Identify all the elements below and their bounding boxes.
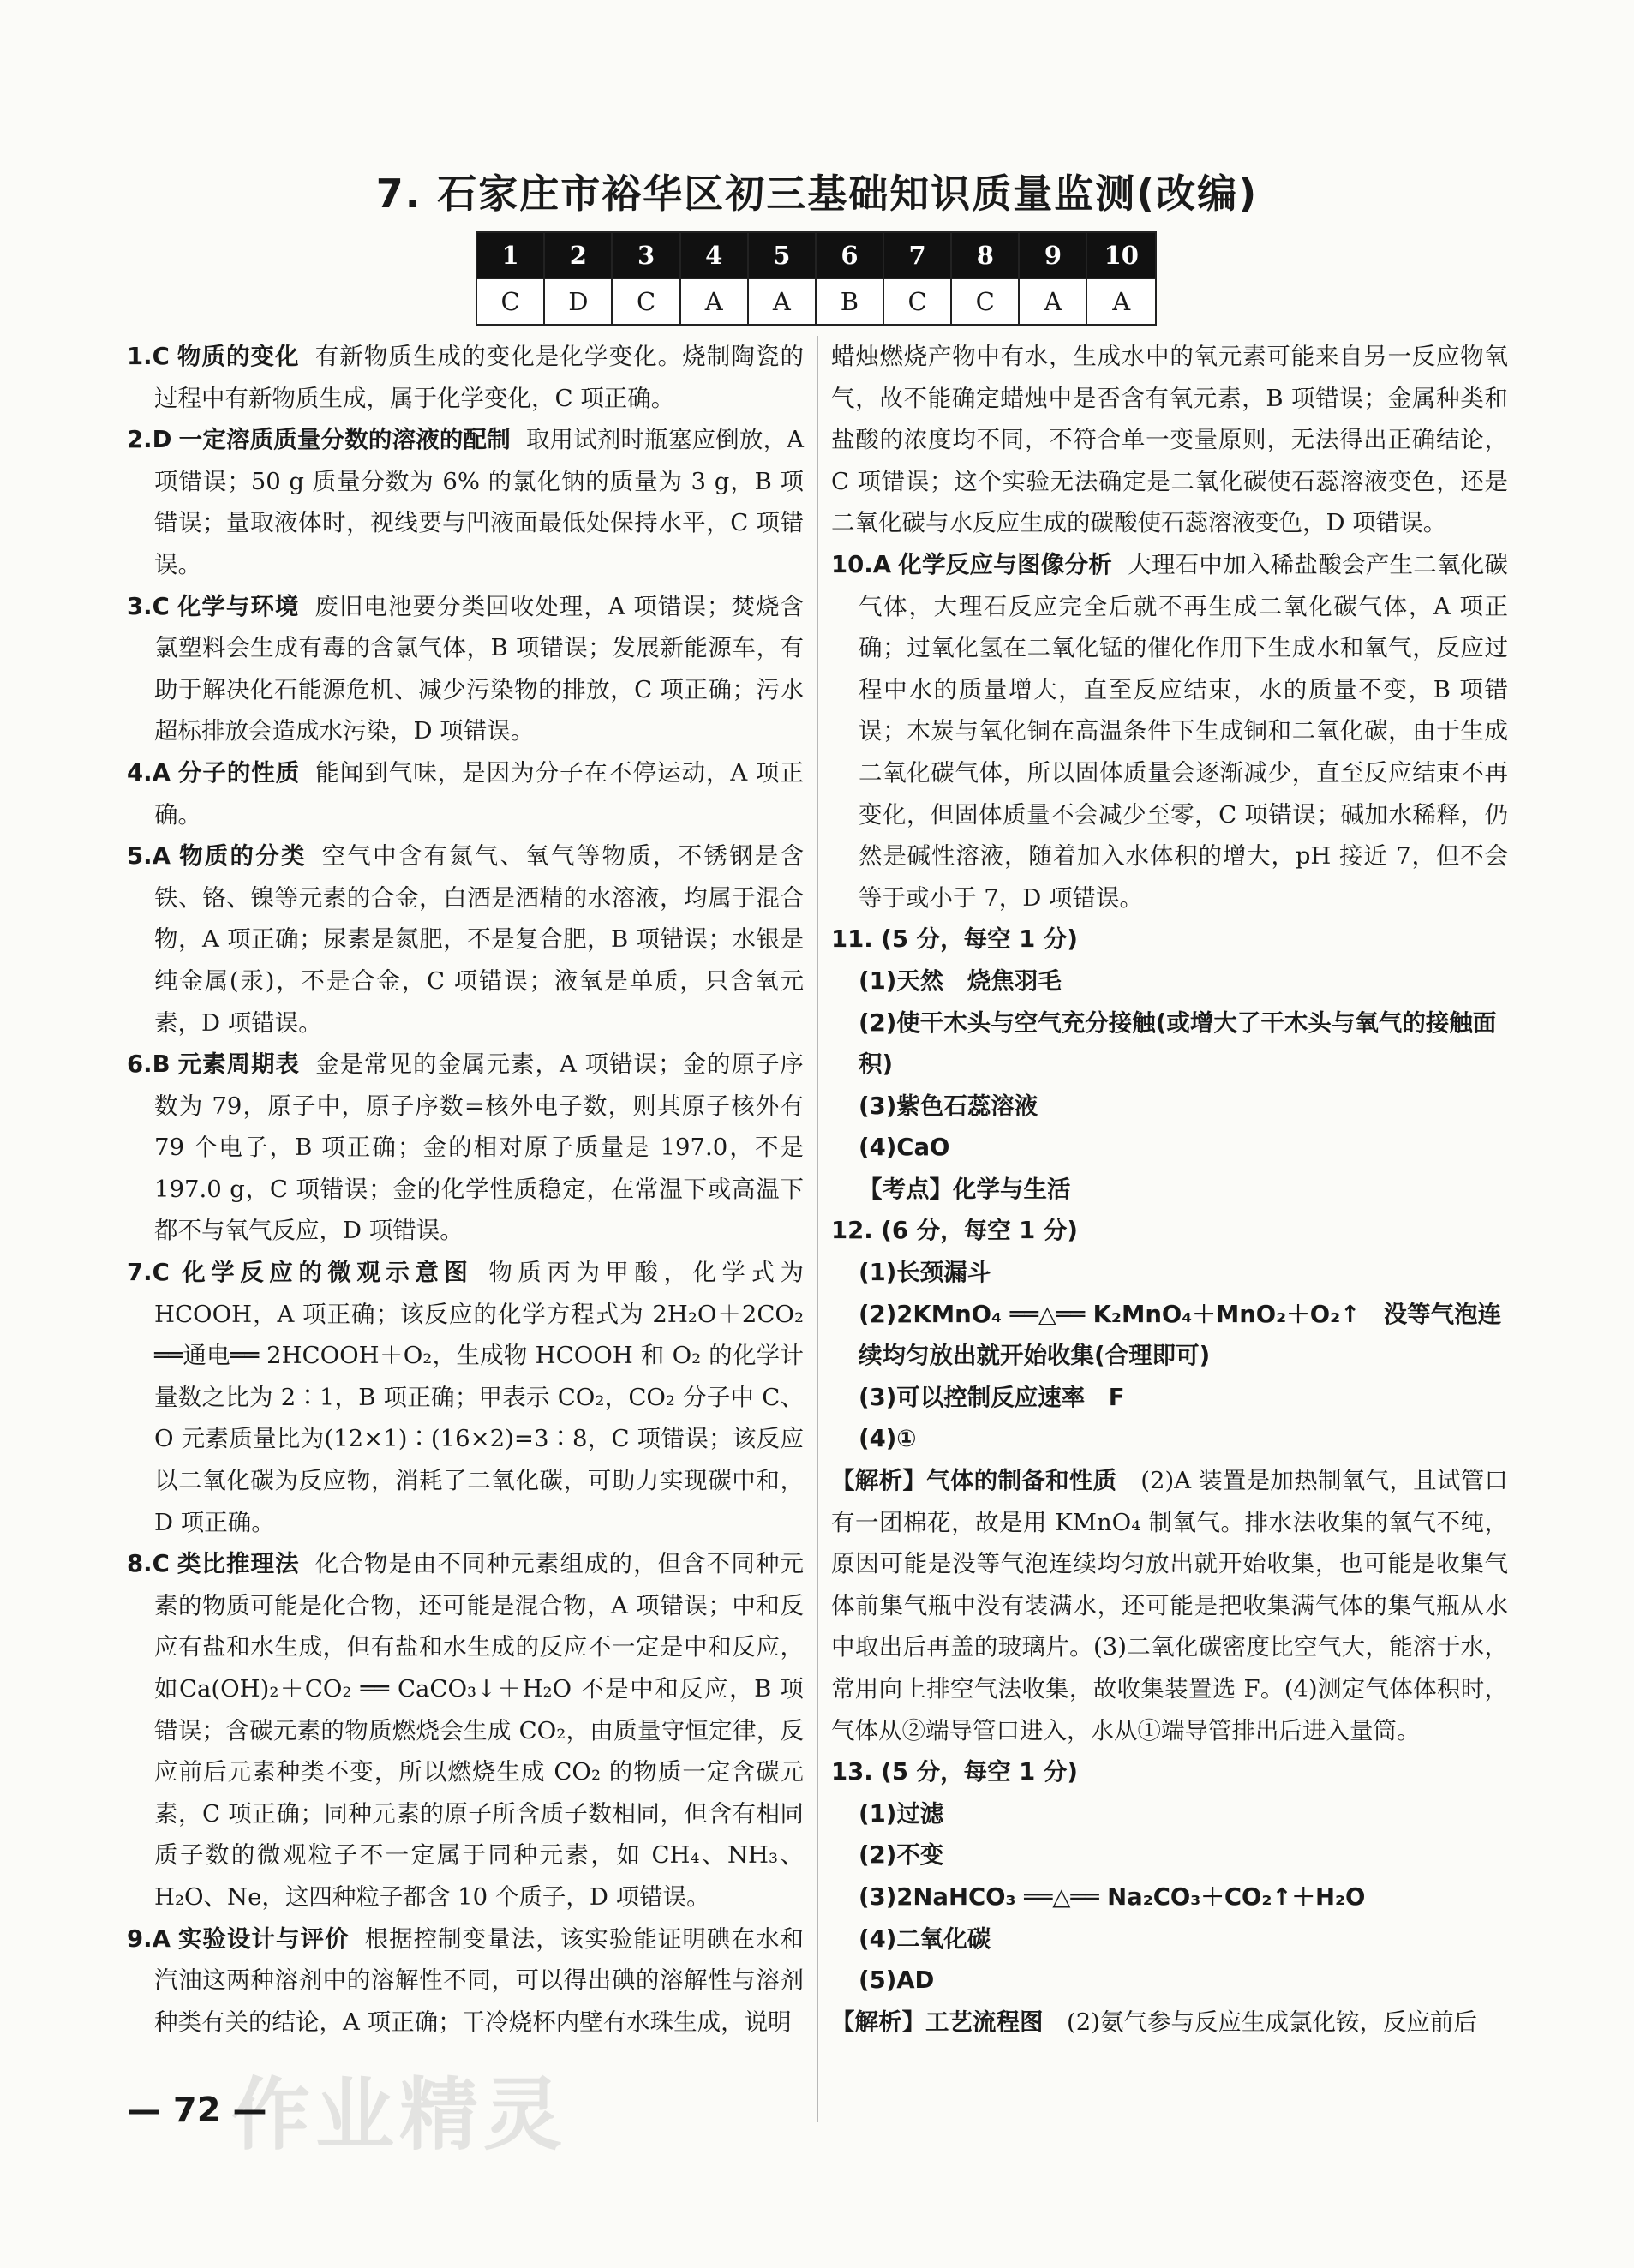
answer-key-number: 4: [680, 232, 748, 278]
analysis-label: 【解析】气体的制备和性质: [831, 1467, 1117, 1495]
item-number: 8.C: [127, 1550, 170, 1578]
q13-heading: 13. (5 分，每空 1 分): [831, 1758, 1078, 1786]
q11-heading: 11. (5 分，每空 1 分): [831, 925, 1078, 954]
answer-key-number: 10: [1086, 232, 1156, 278]
q11-answer-line: (2)使干木头与空气充分接触(或增大了干木头与氧气的接触面积): [859, 1008, 1497, 1079]
answer-item-9: [127, 1918, 804, 2044]
answer-key-letter: A: [1019, 278, 1086, 325]
watermark: 作业精灵: [231, 2069, 568, 2161]
item-number: 6.B: [127, 1050, 171, 1079]
answer-key-letter: C: [612, 278, 679, 325]
item-number: 1.C: [127, 343, 170, 370]
answer-key-letter: C: [476, 278, 544, 325]
item-text: 物质丙为甲酸，化学式为 HCOOH，A 项正确；该反应的化学方程式为 2H₂O＋2CO₂ ══通电══ 2HCOOH＋O₂，生成物 HCOOH 和 O₂ 的化学计量数之比为 2∶1，B 项正确；甲表示 CO₂，CO₂ 分子中 C、O 元素质量比为(12×1)∶(16×2)=3∶8，C 项错误；该反应以二氧化碳为反应物，消耗了二氧化碳，可助力实现碳中和，D 项正确。: [154, 1259, 805, 1536]
analysis-label: 【解析】工艺流程图: [831, 2008, 1044, 2036]
item-text: 废旧电池要分类回收处理，A 项错误；焚烧含氯塑料会生成有毒的含氯气体，B 项错误；发展新能源车，有助于解决化石能源危机、减少污染物的排放，C 项正确；污水超标排放会造成水污染，D 项错误。: [154, 592, 804, 745]
analysis-text: (2)氨气参与反应生成氯化铵，反应前后: [1067, 2008, 1477, 2036]
answer-key-letter: A: [680, 278, 748, 325]
answer-key-number: 1: [476, 232, 544, 278]
item-topic: 化学反应的微观示意图: [176, 1259, 474, 1287]
answer-key-number: 9: [1019, 232, 1086, 278]
item-number: 4.A: [127, 758, 171, 787]
analysis-text: (2)A 装置是加热制氧气，且试管口有一团棉花，故是用 KMnO₄ 制氧气。排水法收集的氧气不纯，原因可能是没等气泡连续均匀放出就开始收集，也可能是收集气体前集气瓶中没有装满水，还可能是把收集满气体的集气瓶从水中取出后再盖的玻璃片。(3)二氧化碳密度比空气大，能溶于水，常用向上排空气法收集，故收集装置选 F。(4)测定气体体积时，气体从②端导管口进入，水从①端导管排出后进入量筒。: [831, 1467, 1509, 1744]
item-topic: 元素周期表: [177, 1050, 301, 1079]
q12-analysis: [831, 1460, 1508, 1751]
q11-exam-point: 【考点】化学与生活: [859, 1175, 1071, 1203]
answer-key-letter: C: [883, 278, 951, 325]
answer-key-numbers-row: [476, 232, 1156, 278]
item-text: 能闻到气味，是因为分子在不停运动，A 项正确。: [154, 758, 804, 829]
item-topic: 实验设计与评价: [177, 1924, 350, 1953]
item-number: 10.A: [831, 550, 891, 578]
answer-key-number: 8: [951, 232, 1019, 278]
answer-key-number: 7: [883, 232, 951, 278]
item-number: 3.C: [127, 592, 170, 620]
answer-key-letter: A: [748, 278, 816, 325]
item-topic: 物质的分类: [177, 842, 307, 871]
item-topic: 物质的变化: [176, 343, 300, 370]
answer-key-letter: A: [1086, 278, 1156, 325]
answer-key-letter: D: [544, 278, 612, 325]
q11-answer-line: (3)紫色石蕊溶液: [859, 1092, 1038, 1120]
q12-answer-line: (2)2KMnO₄ ══△══ K₂MnO₄＋MnO₂＋O₂↑ 没等气泡连续均匀放出就开始收集(合理即可): [859, 1300, 1502, 1370]
q13-answer-line: (5)AD: [859, 1966, 935, 1995]
answer-key-letter: C: [951, 278, 1019, 325]
answer-key-letter: B: [816, 278, 883, 325]
page-number: — 72 —: [127, 2091, 267, 2130]
q12-heading: 12. (6 分，每空 1 分): [831, 1217, 1078, 1245]
answer-key-letters-row: [476, 278, 1156, 325]
item-topic: 一定溶质质量分数的溶液的配制: [178, 426, 511, 454]
item-number: 9.A: [127, 1924, 171, 1953]
answer-key-number: 6: [816, 232, 883, 278]
item-number: 7.C: [127, 1259, 170, 1287]
q12-answer-line: (4)①: [859, 1425, 917, 1453]
q13-analysis: [831, 2002, 1508, 2044]
item-text: 空气中含有氮气、氧气等物质，不锈钢是含铁、铬、镍等元素的合金，白酒是酒精的水溶液，均属于混合物，A 项正确；尿素是氮肥，不是复合肥，B 项错误；水银是纯金属(汞)，不是合金，C 项错误；液氧是单质，只含氧元素，D 项错误。: [154, 842, 804, 1037]
answer-key-number: 2: [544, 232, 612, 278]
answer-item-9-continued: [831, 336, 1508, 544]
answer-item-7: [127, 1252, 804, 1543]
answer-item-8: [127, 1543, 804, 1918]
answer-item-4: [127, 752, 804, 835]
item-text: 根据控制变量法，该实验能证明碘在水和汽油这两种溶剂中的溶解性不同，可以得出碘的溶解性与溶剂种类有关的结论，A 项正确；干冷烧杯内壁有水珠生成，说明: [154, 1924, 805, 2036]
answer-item-5: [127, 835, 804, 1044]
item-number: 5.A: [127, 842, 171, 871]
item-text: 蜡烛燃烧产物中有水，生成水中的氧元素可能来自另一反应物氧气，故不能确定蜡烛中是否含有氧元素，B 项错误；金属种类和盐酸的浓度均不同，不符合单一变量原则，无法得出正确结论，C 项错误；这个实验无法确定是二氧化碳使石蕊溶液变色，还是二氧化碳与水反应生成的碳酸使石蕊溶液变色，D 项错误。: [831, 343, 1508, 537]
item-number: 2.D: [127, 426, 172, 454]
page-title: 7. 石家庄市裕华区初三基础知识质量监测(改编): [375, 171, 1259, 217]
item-text: 取用试剂时瓶塞应倒放，A 项错误；50 g 质量分数为 6% 的氯化钠的质量为 3 g，B 项错误；量取液体时，视线要与凹液面最低处保持水平，C 项错误。: [154, 426, 805, 578]
item-text: 大理石中加入稀盐酸会产生二氧化碳气体，大理石反应完全后就不再生成二氧化碳气体，A 项正确；过氧化氢在二氧化锰的催化作用下生成水和氧气，反应过程中水的质量增大，直至反应结束，水的质量不变，B 项错误；木炭与氧化铜在高温条件下生成铜和二氧化碳，由于生成二氧化碳气体，所以固体质量会逐渐减少，直至反应结束不再变化，但固体质量不会减少至零，C 项错误；碱加水稀释，仍然是碱性溶液，随着加入水体积的增大，pH 接近 7，但不会等于或小于 7，D 项错误。: [859, 550, 1509, 912]
item-text: 化合物是由不同种元素组成的，但含不同种元素的物质可能是化合物，还可能是混合物，A 项错误；中和反应有盐和水生成，但有盐和水生成的反应不一定是中和反应，如Ca(OH)₂＋CO₂ ══ CaCO₃↓＋H₂O 不是中和反应，B 项错误；含碳元素的物质燃烧会生成 CO₂，由质量守恒定律，反应前后元素种类不变，所以燃烧生成 CO₂ 的物质一定含碳元素，C 项正确；同种元素的原子所含质子数相同，但含有相同质子数的微观粒子不一定属于同种元素，如 CH₄、NH₃、H₂O、Ne，这四种粒子都含 10 个质子，D 项错误。: [154, 1550, 805, 1911]
item-topic: 类比推理法: [176, 1550, 300, 1578]
q11-answer-line: (1)天然 烧焦羽毛: [859, 966, 1062, 995]
left-column: [127, 336, 804, 2043]
item-topic: 分子的性质: [177, 758, 301, 787]
q12-answer-line: (1)长颈漏斗: [859, 1259, 991, 1287]
answer-key-table: [476, 231, 1157, 326]
q13-answer-line: (2)不变: [859, 1841, 944, 1870]
answer-key-number: 5: [748, 232, 816, 278]
answer-item-2: [127, 419, 804, 585]
q11-answer-line: (4)CaO: [859, 1134, 950, 1162]
item-text: 金是常见的金属元素，A 项错误；金的原子序数为 79，原子中，原子序数=核外电子数，则其原子核外有 79 个电子，B 项正确；金的相对原子质量是 197.0，不是 197.0 g，C 项错误；金的化学性质稳定，在常温下或高温下都不与氧气反应，D 项错误。: [154, 1050, 804, 1245]
column-divider: [817, 336, 818, 2122]
answer-item-3: [127, 586, 804, 752]
answer-item-1: [127, 336, 804, 419]
q13-answer-line: (3)2NaHCO₃ ══△══ Na₂CO₃＋CO₂↑＋H₂O: [859, 1882, 1366, 1911]
right-column: [831, 336, 1508, 2043]
answer-item-6: [127, 1044, 804, 1252]
item-text: 有新物质生成的变化是化学变化。烧制陶瓷的过程中有新物质生成，属于化学变化，C 项正确。: [154, 343, 805, 412]
item-topic: 化学与环境: [176, 592, 300, 620]
answer-key-number: 3: [612, 232, 679, 278]
q13-answer-line: (1)过滤: [859, 1799, 944, 1828]
q13-answer-line: (4)二氧化碳: [859, 1924, 991, 1953]
q12-answer-line: (3)可以控制反应速率 F: [859, 1383, 1125, 1411]
answer-item-10: [831, 544, 1508, 919]
item-topic: 化学反应与图像分析: [898, 550, 1113, 578]
